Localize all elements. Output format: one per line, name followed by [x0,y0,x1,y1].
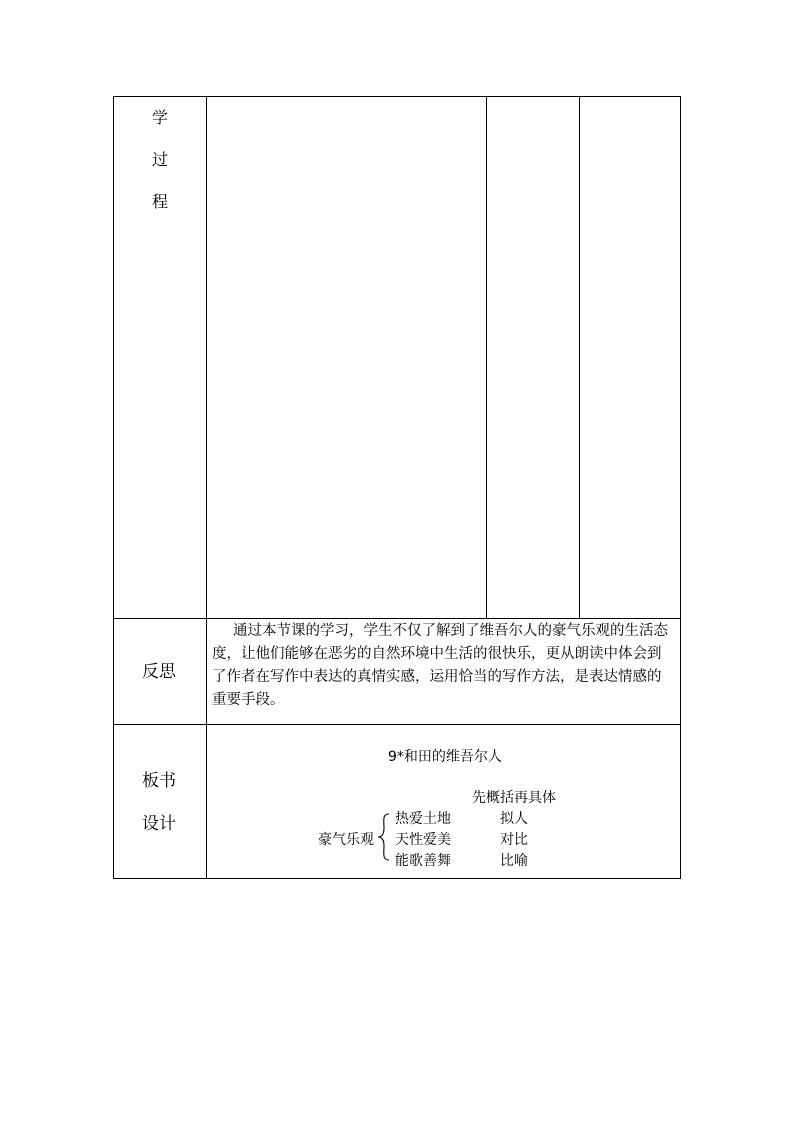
board-design-title: 9*和田的维吾尔人 [388,749,502,765]
process-label-char: 学 [151,108,168,127]
board-design-item: 热爱土地 [395,811,451,827]
curly-brace-icon [376,812,392,862]
table-right-border [680,96,681,879]
table-bottom-border [113,878,681,879]
board-design-label-line2: 设计 [142,814,176,834]
board-design-item: 能歌善舞 [395,853,451,869]
board-design-main-point: 豪气乐观 [318,832,374,848]
process-label-char: 过 [151,150,168,169]
reflection-label: 反思 [142,662,176,682]
board-design-method: 对比 [500,832,528,848]
table-extra-column-divider [579,96,580,619]
board-design-item: 天性爱美 [395,832,451,848]
table-top-border [113,96,681,97]
board-design-method: 比喻 [500,853,528,869]
reflection-text: 通过本节课的学习，学生不仅了解到了维吾尔人的豪气乐观的生活态度，让他们能够在恶劣的自然环境中生活的很快乐，更从朗读中体会到了作者在写作中表达的真情实感，运用恰当的写作方法，是表达情感的重要手段。 [212,623,668,708]
table-label-column-divider [206,96,207,879]
table-row-divider-1 [113,618,681,619]
board-design-label-line1: 板书 [142,771,176,791]
process-label-char: 程 [151,192,168,211]
table-row-divider-2 [113,724,681,725]
table-content-column-divider [486,96,487,619]
board-design-method: 拟人 [500,811,528,827]
table-left-border [113,96,114,879]
board-design-method-header: 先概括再具体 [472,790,556,806]
